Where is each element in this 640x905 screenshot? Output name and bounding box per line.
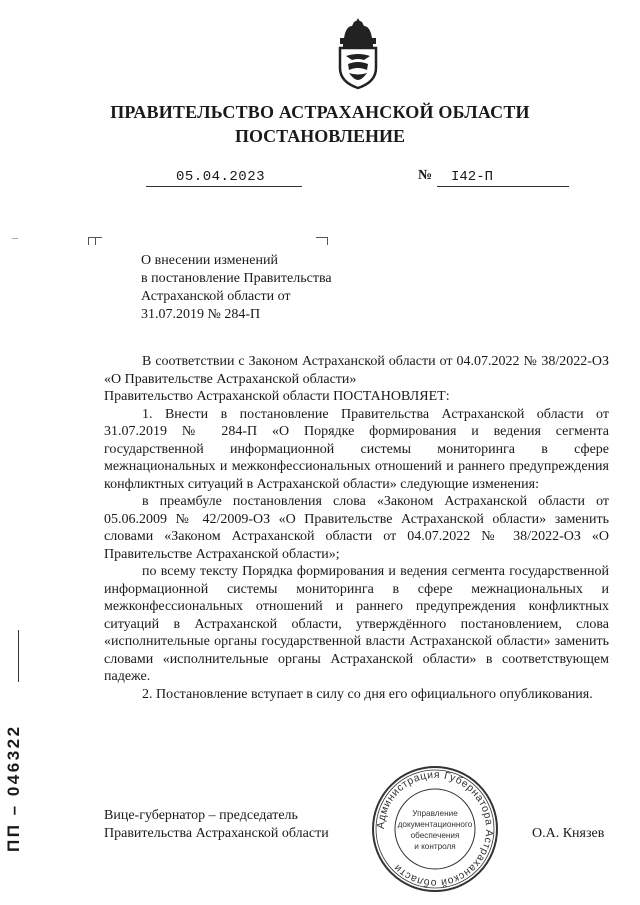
official-stamp [370,764,500,894]
form-serial-number: ПП – 046322 [4,724,23,852]
item-1-paragraph: 1. Внести в постановление Правительства Астраханской области от 31.07.2019 № 284-П «О Порядке формирования и ведения сегмента государственной информационной системы мониторинга в сфере межнациональных и межконфессиональных отношений и раннего предупреждения конфликтных ситуаций в Астраханской области» следующие изменения: [104,406,609,492]
number-sign: № [418,168,433,183]
stamp-center-line: обеспечения [410,831,460,840]
document-date: 05.04.2023 [176,169,266,185]
document-number: I42-П [451,169,494,185]
subject-line: О внесении изменений [141,253,278,268]
document-type-title: ПОСТАНОВЛЕНИЕ [234,126,406,146]
stamp-ring-text: Администрация Губернатора Астраханской области [374,768,496,890]
subject-corner-left-side [88,237,89,245]
signer-position-line: Правительства Астраханской области [104,826,329,841]
margin-tick [12,238,18,239]
stamp-center-line: и контроля [414,842,456,851]
document-body [104,353,609,703]
signer-position [104,807,329,843]
subject-corner-left [88,237,102,245]
date-field [146,169,302,187]
change-2-paragraph: по всему тексту Порядка формирования и ведения сегмента государственной информационной системы мониторинга в сфере межнациональных и межконфессиональных отношений и раннего предупреждения конфликтных ситуаций в Астраханской области, утверждённого постановлением, слова «исполнительные органы государственной власти Астраханской области» заменить словами «исполнительные органы Астраханской области» в соответствующем падеже. [104,564,609,684]
coat-of-arms-emblem [334,16,382,92]
preamble-paragraph: В соответствии с Законом Астраханской области от 04.07.2022 № 38/2022-ОЗ «О Правительстве Астраханской области» [104,354,609,387]
number-field [437,169,569,187]
signer-name: О.А. Князев [532,826,605,841]
stamp-center-line: документационного [397,820,473,829]
document-subject [141,252,381,324]
resolves-paragraph: Правительство Астраханской области ПОСТАНОВЛЯЕТ: [104,389,450,404]
subject-line: 31.07.2019 № 284-П [141,307,261,322]
subject-line: в постановление Правительства [141,271,332,286]
change-1-paragraph: в преамбуле постановления слова «Законом Астраханской области от 05.06.2009 № 42/2009-ОЗ «О Правительстве Астраханской области» заменить словами «Законом Астраханской области от 04.07.2022 № 38/2022-ОЗ «О Правительстве Астраханской области»; [104,494,609,562]
item-2-paragraph: 2. Постановление вступает в силу со дня его официального опубликования. [142,686,593,702]
subject-corner-right [316,237,328,245]
stamp-center-line: Управление [412,809,458,818]
signer-position-line: Вице-губернатор – председатель [104,808,298,823]
subject-line: Астраханской области от [141,289,291,304]
government-title: ПРАВИТЕЛЬСТВО АСТРАХАНСКОЙ ОБЛАСТИ [110,102,530,122]
